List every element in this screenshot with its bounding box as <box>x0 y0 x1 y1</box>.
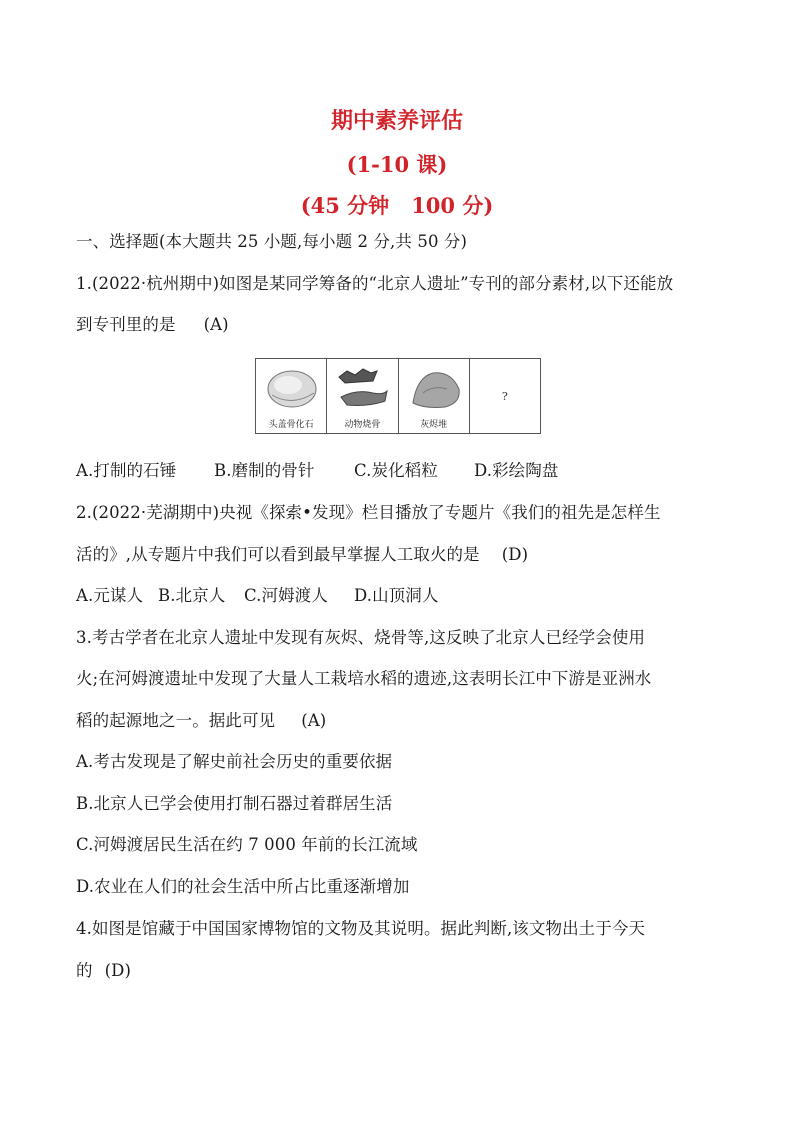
q3-option-a: A.考古发现是了解史前社会历史的重要依据 <box>76 752 393 771</box>
q4-stem-line1: 4.如图是馆藏于中国国家博物馆的文物及其说明。据此判断,该文物出土于今天 <box>76 919 646 938</box>
q2-options <box>76 585 439 607</box>
q4-stem-line2 <box>76 960 131 982</box>
figure-cell-bone <box>327 359 398 433</box>
q2-stem-line2 <box>76 544 528 566</box>
q4-answer: (D) <box>104 961 132 980</box>
q1-answer: (A) <box>203 315 229 334</box>
lesson-scope: (1-10 课) <box>346 152 448 177</box>
figure-caption-skull: 头盖骨化石 <box>268 420 314 430</box>
q3-option-b: B.北京人已学会使用打制石器过着群居生活 <box>76 794 393 813</box>
q1-option-d: D.彩绘陶盘 <box>474 461 559 480</box>
figure-cell-unknown <box>470 359 540 433</box>
q3-stem-line2: 火;在河姆渡遗址中发现了大量人工栽培水稻的遗迹,这表明长江中下游是亚洲水 <box>76 669 652 688</box>
q2-option-c: C.河姆渡人 <box>244 586 328 605</box>
q3-stem-line1: 3.考古学者在北京人遗址中发现有灰烬、烧骨等,这反映了北京人已经学会使用 <box>76 628 646 647</box>
q1-stem-line1: 1.(2022·杭州期中)如图是某同学筹备的“北京人遗址”专刊的部分素材,以下还能放 <box>76 274 674 293</box>
q1-option-a: A.打制的石锤 <box>76 461 177 480</box>
q1-option-c: C.炭化稻粒 <box>354 461 438 480</box>
q2-option-d: D.山顶洞人 <box>354 586 439 605</box>
figure-unknown-mark: ? <box>501 389 508 403</box>
burnt-bone-icon <box>333 363 393 415</box>
figure-cell-ash <box>399 359 470 433</box>
figure-caption-bone: 动物烧骨 <box>344 420 381 430</box>
q3-answer: (A) <box>301 711 327 730</box>
q2-stem-text: 活的》,从专题片中我们可以看到最早掌握人工取火的是 <box>76 545 480 564</box>
q2-option-b: B.北京人 <box>158 586 226 605</box>
q2-answer: (D) <box>501 545 529 564</box>
q1-options <box>76 460 559 482</box>
time-limit: (45 分钟 <box>300 193 390 218</box>
total-score: 100 分) <box>411 193 494 218</box>
q2-stem-line1: 2.(2022·芜湖期中)央视《探索•发现》栏目播放了专题片《我们的祖先是怎样生 <box>76 503 661 522</box>
q1-option-b: B.磨制的骨针 <box>214 461 315 480</box>
q2-option-a: A.元谋人 <box>76 586 144 605</box>
q1-figure <box>255 358 541 434</box>
q3-option-d: D.农业在人们的社会生活中所占比重逐渐增加 <box>76 877 410 896</box>
ash-pile-icon <box>405 363 465 415</box>
q3-stem-line3 <box>76 710 326 732</box>
figure-caption-ash: 灰烬堆 <box>420 420 448 430</box>
section-heading: 一、选择题(本大题共 25 小题,每小题 2 分,共 50 分) <box>76 232 468 251</box>
page-title: 期中素养评估 <box>330 108 463 134</box>
q1-stem-text: 到专刊里的是 <box>76 315 176 334</box>
q3-option-c: C.河姆渡居民生活在约 7 000 年前的长江流域 <box>76 835 418 854</box>
figure-cell-skull <box>256 359 327 433</box>
q4-stem-text: 的 <box>76 961 93 980</box>
q3-stem-text: 稻的起源地之一。据此可见 <box>76 711 276 730</box>
q1-stem-line2 <box>76 314 229 336</box>
time-and-score <box>0 190 794 220</box>
skull-fossil-icon <box>262 363 320 415</box>
